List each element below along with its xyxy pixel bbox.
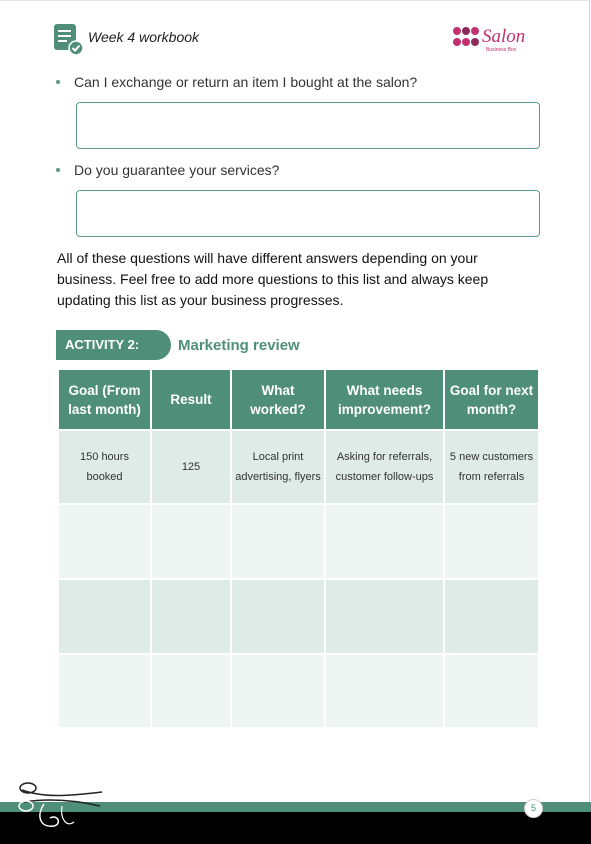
- table-cell[interactable]: Local print advertising, flyers: [231, 430, 325, 504]
- table-cell[interactable]: [151, 579, 231, 654]
- table-cell[interactable]: [58, 654, 151, 728]
- salon-business-box-logo: [452, 22, 542, 56]
- question-1: [56, 74, 417, 90]
- table-cell[interactable]: 125: [151, 430, 231, 504]
- table-row: [58, 579, 539, 654]
- activity-badge: ACTIVITY 2:: [56, 330, 171, 360]
- workbook-document-icon: [52, 22, 84, 56]
- table-row: [58, 504, 539, 579]
- table-cell[interactable]: 150 hours booked: [58, 430, 151, 504]
- svg-text:Business Box: Business Box: [486, 47, 517, 53]
- table-cell[interactable]: 5 new customers from referrals: [444, 430, 539, 504]
- table-row: [58, 430, 539, 504]
- table-cell[interactable]: [151, 654, 231, 728]
- header-goal-last-month: Goal (From last month): [58, 369, 151, 430]
- body-paragraph: All of these questions will have different answers depending on your business. Feel free to add more questions to this list and always keep updating this list as your business progresses.: [57, 250, 489, 308]
- table-cell[interactable]: [231, 504, 325, 579]
- table-cell[interactable]: [325, 579, 444, 654]
- question-2-text: Do you guarantee your services?: [74, 162, 280, 178]
- header-goal-next-month: Goal for next month?: [444, 369, 539, 430]
- header-result: Result: [151, 369, 231, 430]
- table-cell[interactable]: [231, 654, 325, 728]
- header-what-worked: What worked?: [231, 369, 325, 430]
- question-1-text: Can I exchange or return an item I bought at the salon?: [74, 74, 418, 90]
- table-cell[interactable]: [444, 579, 539, 654]
- table-cell[interactable]: Asking for referrals, customer follow-ups: [325, 430, 444, 504]
- table-cell[interactable]: [325, 654, 444, 728]
- marketing-review-table: [57, 368, 540, 729]
- answer-field-1[interactable]: [76, 102, 540, 149]
- bullet-dot-icon: [56, 168, 60, 172]
- page-number: 5: [524, 799, 543, 818]
- table-header-row: [58, 369, 539, 430]
- answer-field-2[interactable]: [76, 190, 540, 237]
- table-cell[interactable]: [58, 504, 151, 579]
- table-row: [58, 654, 539, 728]
- table-cell[interactable]: [444, 504, 539, 579]
- table-cell[interactable]: [325, 504, 444, 579]
- page-header: [52, 22, 542, 56]
- table-cell[interactable]: [58, 579, 151, 654]
- svg-text:Salon: Salon: [482, 26, 526, 47]
- table-cell[interactable]: [151, 504, 231, 579]
- header-needs-improvement: What needs improvement?: [325, 369, 444, 430]
- scissors-flourish-icon: [14, 776, 106, 836]
- bullet-dot-icon: [56, 80, 60, 84]
- page-title: Week 4 workbook: [88, 29, 200, 45]
- question-2: [56, 162, 279, 178]
- table-cell[interactable]: [444, 654, 539, 728]
- table-cell[interactable]: [231, 579, 325, 654]
- activity-title: Marketing review: [178, 337, 300, 354]
